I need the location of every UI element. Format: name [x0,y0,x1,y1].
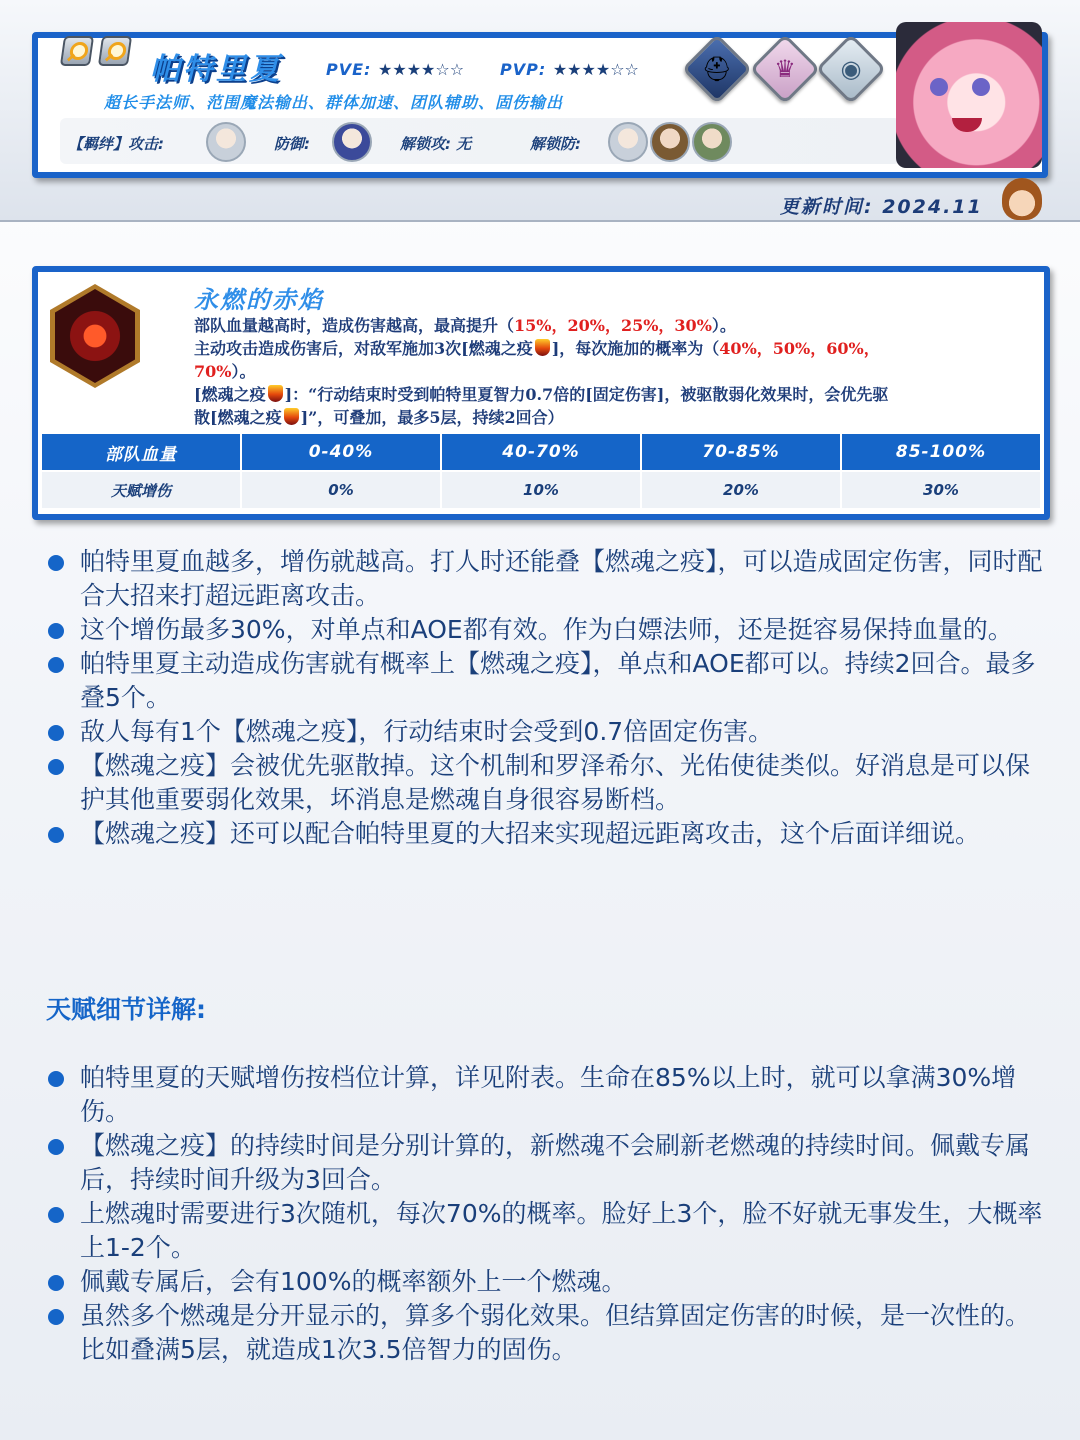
eye-icon: ◉ [816,34,887,105]
list-item: 这个增伤最多30%，对单点和AOE都有效。作为白嫖法师，还是挺容易保持血量的。 [46,613,1046,647]
talent-details-list [46,1061,1046,1367]
talent-values: 40%，50%，60%， [719,339,880,358]
pvp-stars: ★★★★☆☆ [552,60,639,79]
list-item: 【燃魂之疫】的持续时间是分别计算的，新燃魂不会刷新老燃魂的持续时间。佩戴专属后，持续时间升级为3回合。 [46,1129,1046,1197]
pve-stars: ★★★★☆☆ [378,60,465,79]
talent-damage-table [40,432,1042,510]
bond-attack-label: 【羁绊】攻击: [68,135,164,153]
talent-desc-line1 [194,314,1024,337]
talent-values: 15%，20%，25%，30% [514,316,712,335]
talent-values: 70% [194,362,232,381]
talent-text: ]”，可叠加，最多5层，持续2回合） [300,408,564,427]
talent-text: ）。 [231,362,256,381]
avatar[interactable] [332,122,372,162]
talent-desc-line2b [194,360,1024,383]
list-item: 佩戴专属后，会有100%的概率额外上一个燃魂。 [46,1265,1046,1299]
update-time: 更新时间: 2024.11 [780,196,983,218]
table-cell: 10% [441,471,641,509]
table-cell: 20% [641,471,841,509]
talent-name: 永燃的赤焰 [194,286,324,314]
talent-text: 主动攻击造成伤害后，对敌军施加3次[燃魂之疫 [194,339,533,358]
talent-text: ）。 [711,316,736,335]
talent-text: ]：“行动结束时受到帕特里夏智力0.7倍的[固定伤害]，被驱散弱化效果时，会优先驱 [284,385,889,404]
table-cell: 0% [241,471,441,509]
bond-defense-label: 防御: [274,135,310,153]
list-item: 敌人每有1个【燃魂之疫】，行动结束时会受到0.7倍固定伤害。 [46,715,1046,749]
avatar[interactable] [608,122,648,162]
bond-unlock-defense-label: 解锁防: [530,135,581,153]
search-icon[interactable] [98,36,132,66]
hero-tags: 超长手法师、范围魔法输出、群体加速、团队辅助、固伤输出 [104,93,564,112]
bond-unlock-attack-label: 解锁攻: 无 [400,135,472,153]
burning-soul-icon [535,339,550,356]
burning-soul-icon [284,408,299,425]
table-row [41,471,1041,509]
list-item: 帕特里夏主动造成伤害就有概率上【燃魂之疫】，单点和AOE都可以。持续2回合。最多叠5个。 [46,647,1046,715]
talent-text: ]，每次施加的概率为（ [551,339,720,358]
talent-text: 散[燃魂之疫 [194,408,282,427]
talent-desc-line3 [194,383,1024,406]
section-title: 天赋细节详解: [46,995,206,1024]
search-icon[interactable] [60,36,94,66]
talent-desc-line4 [194,406,1024,429]
table-header-cell: 部队血量 [41,433,241,471]
table-header-cell: 0-40% [241,433,441,471]
table-cell: 天赋增伤 [41,471,241,509]
list-item: 【燃魂之疫】会被优先驱散掉。这个机制和罗泽希尔、光佑使徒类似。好消息是可以保护其他重要弱化效果，坏消息是燃魂自身很容易断档。 [46,749,1046,817]
burning-soul-icon [268,385,283,402]
avatar[interactable] [650,122,690,162]
table-header-cell: 70-85% [641,433,841,471]
talent-notes-list [46,545,1046,851]
pve-rating [326,60,464,79]
table-header-cell: 85-100% [841,433,1041,471]
talent-text: 部队血量越高时，造成伤害越高，最高提升（ [194,316,515,335]
list-item: 虽然多个燃魂是分开显示的，算多个弱化效果。但结算固定伤害的时候，是一次性的。比如叠满5层，就造成1次3.5倍智力的固伤。 [46,1299,1046,1367]
pvp-label: PVP: [500,60,547,79]
list-item: 帕特里夏血越多，增伤就越高。打人时还能叠【燃魂之疫】，可以造成固定伤害，同时配合大招来打超远距离攻击。 [46,545,1046,613]
table-header-row [41,433,1041,471]
crown-icon: ♛ [750,34,821,105]
hero-name: 帕特里夏 [150,52,282,87]
avatar[interactable] [692,122,732,162]
mascot-avatar [1002,178,1042,220]
list-item: 【燃魂之疫】还可以配合帕特里夏的大招来实现超远距离攻击，这个后面详细说。 [46,817,1046,851]
list-item: 上燃魂时需要进行3次随机，每次70%的概率。脸好上3个，脸不好就无事发生，大概率上1-2个。 [46,1197,1046,1265]
avatar[interactable] [206,122,246,162]
talent-desc-line2 [194,337,1024,360]
bond-bar [60,118,900,164]
table-cell: 30% [841,471,1041,509]
talent-text: [燃魂之疫 [194,385,266,404]
hero-portrait [896,22,1042,168]
helmet-icon: ⛑ [682,34,753,105]
pve-label: PVE: [326,60,372,79]
table-header-cell: 40-70% [441,433,641,471]
pvp-rating [500,60,639,79]
list-item: 帕特里夏的天赋增伤按档位计算，详见附表。生命在85%以上时，就可以拿满30%增伤。 [46,1061,1046,1129]
